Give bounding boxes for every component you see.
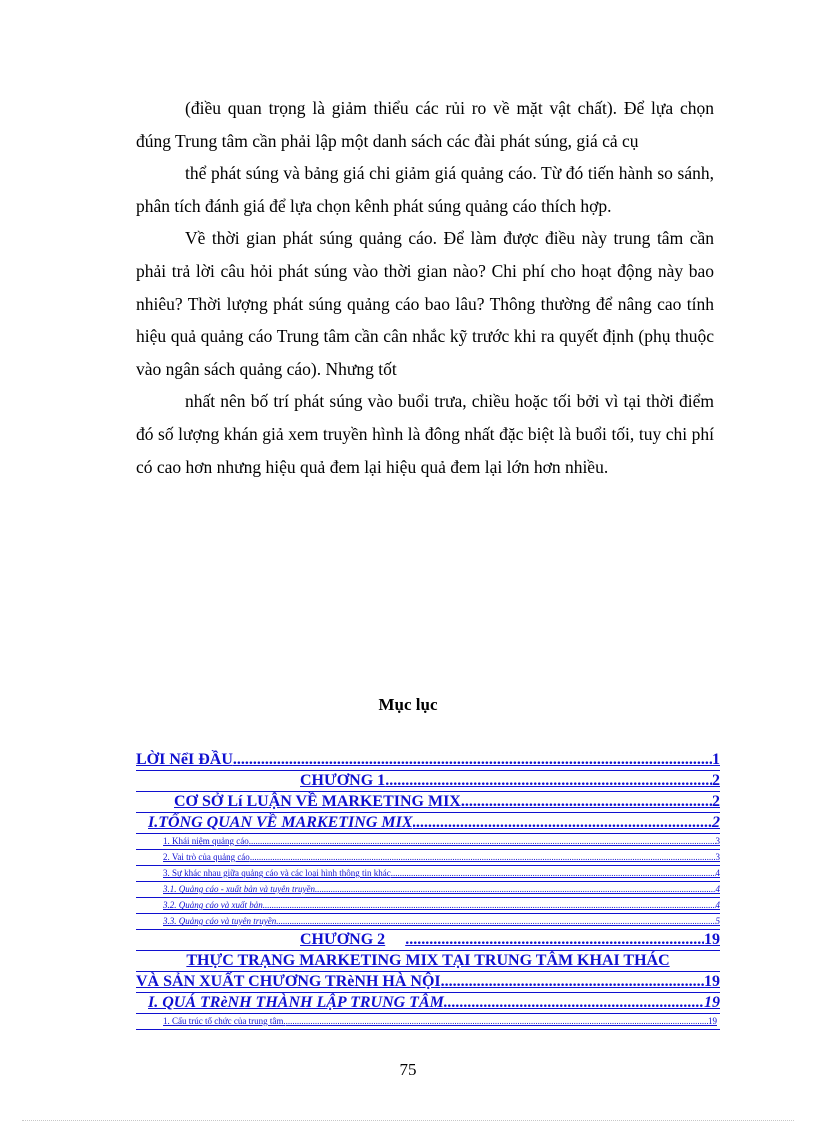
toc-entry-text: VÀ SẢN XUẤT CHƯƠNG TRèNH HÀ NỘI: [136, 973, 441, 990]
toc-entry-text: 3.2. Quảng cáo và xuất bản: [163, 900, 263, 910]
toc-entry-text: CHƯƠNG 1: [300, 772, 386, 789]
toc-entry-text: 2. Vai trò của quảng cáo: [163, 852, 250, 862]
toc-entry-text: CHƯƠNG 2: [300, 931, 386, 948]
page-edge: [22, 1120, 794, 1121]
toc-entry-3-2[interactable]: [136, 898, 720, 914]
toc-title: Mục lục: [378, 695, 438, 714]
toc-entry-loi-noi-dau[interactable]: [136, 750, 720, 771]
toc-entry-page: 1: [712, 751, 720, 768]
paragraph: (điều quan trọng là giảm thiểu các rủi ro về mặt vật chất). Để lựa chọn đúng Trung tâm cần phải lập một danh sách các đài phát súng, giá cả cụ: [136, 98, 714, 151]
toc-entry-3-3[interactable]: [136, 914, 720, 930]
toc-entry-co-so-li-luan[interactable]: [136, 792, 720, 813]
toc-entry-text: I.TỔNG QUAN VỀ MARKETING MIX: [148, 814, 413, 831]
body-text: [136, 92, 714, 483]
toc-entry-page: 3: [715, 836, 720, 846]
toc-entry-text: CƠ SỞ Lí LUẬN VỀ MARKETING MIX: [174, 793, 461, 810]
toc-entry-page: 19: [704, 994, 720, 1011]
toc-entry-vai-tro[interactable]: [136, 850, 720, 866]
toc-entry-text: THỰC TRẠNG MARKETING MIX TẠI TRUNG TÂM KHAI THÁC: [186, 952, 670, 969]
toc-entry-3-1[interactable]: [136, 882, 720, 898]
toc-entry-text: 3. Sự khác nhau giữa quảng cáo và các loại hình thông tin khác: [163, 868, 391, 878]
toc-entry-text: 1. Khái niệm quảng cáo: [163, 836, 249, 846]
toc-entry-cau-truc[interactable]: [136, 1014, 720, 1030]
toc-entry-qua-trinh[interactable]: [136, 993, 720, 1014]
page-number: 75: [399, 1060, 417, 1079]
toc-entry-text: 3.3. Quảng cáo và tuyên truyền: [163, 916, 277, 926]
toc-entry-su-khac-nhau[interactable]: [136, 866, 720, 882]
toc-entry-text: 1. Cấu trúc tổ chức của trung tâm.: [163, 1016, 286, 1026]
paragraph: nhất nên bố trí phát súng vào buổi trưa, chiều hoặc tối bởi vì tại thời điểm đó số lượng khán giả xem truyền hình là đông nhất đặc biệt là buổi tối, tuy chi phí có cao hơn nhưng hiệu quả đem lại hiệu quả đem lại lớn hơn nhiều.: [136, 391, 714, 477]
toc-entry-va-san-xuat[interactable]: [136, 972, 720, 993]
toc-entry-page: 5: [715, 916, 720, 926]
toc-entry-page: 4: [715, 868, 720, 878]
paragraph: Về thời gian phát súng quảng cáo. Để làm được điều này trung tâm cần phải trả lời câu hỏi phát súng vào thời gian nào? Chi phí cho hoạt động này bao nhiêu? Thời lượng phát súng quảng cáo bao lâu? Thông thường để nâng cao tính hiệu quả quảng cáo Trung tâm cần cân nhắc kỹ trước khi ra quyết định (phụ thuộc vào ngân sách quảng cáo). Nhưng tốt: [136, 228, 714, 379]
toc-entry-tong-quan[interactable]: [136, 813, 720, 834]
toc-entry-page: 19: [704, 973, 720, 990]
toc-entry-page: 3: [715, 852, 720, 862]
toc-entry-text: LỜI NểI ĐẦU: [136, 751, 233, 768]
toc-entry-page: 2: [712, 772, 720, 789]
toc-entry-page: 2: [712, 793, 720, 810]
toc-entry-chuong-1[interactable]: [136, 771, 720, 792]
toc-entry-page: 4: [715, 900, 720, 910]
toc-entry-page: 19: [708, 1016, 717, 1026]
paragraph: thể phát súng và bảng giá chi giảm giá quảng cáo. Từ đó tiến hành so sánh, phân tích đánh giá để lựa chọn kênh phát súng quảng cáo thích hợp.: [136, 163, 714, 216]
toc-entry-khai-niem[interactable]: [136, 834, 720, 850]
toc-entry-text: 3.1. Quảng cáo - xuất bản và tuyên truyền: [163, 884, 315, 894]
toc-entry-thuc-trang[interactable]: [136, 951, 720, 972]
toc-entry-page: 4: [715, 884, 720, 894]
toc-entry-page: 2: [712, 814, 720, 831]
toc-entry-page: 19: [704, 931, 720, 948]
table-of-contents: [136, 750, 720, 1030]
toc-entry-text: I. QUÁ TRèNH THÀNH LẬP TRUNG TÂM: [148, 994, 444, 1011]
toc-entry-chuong-2[interactable]: [136, 930, 720, 951]
